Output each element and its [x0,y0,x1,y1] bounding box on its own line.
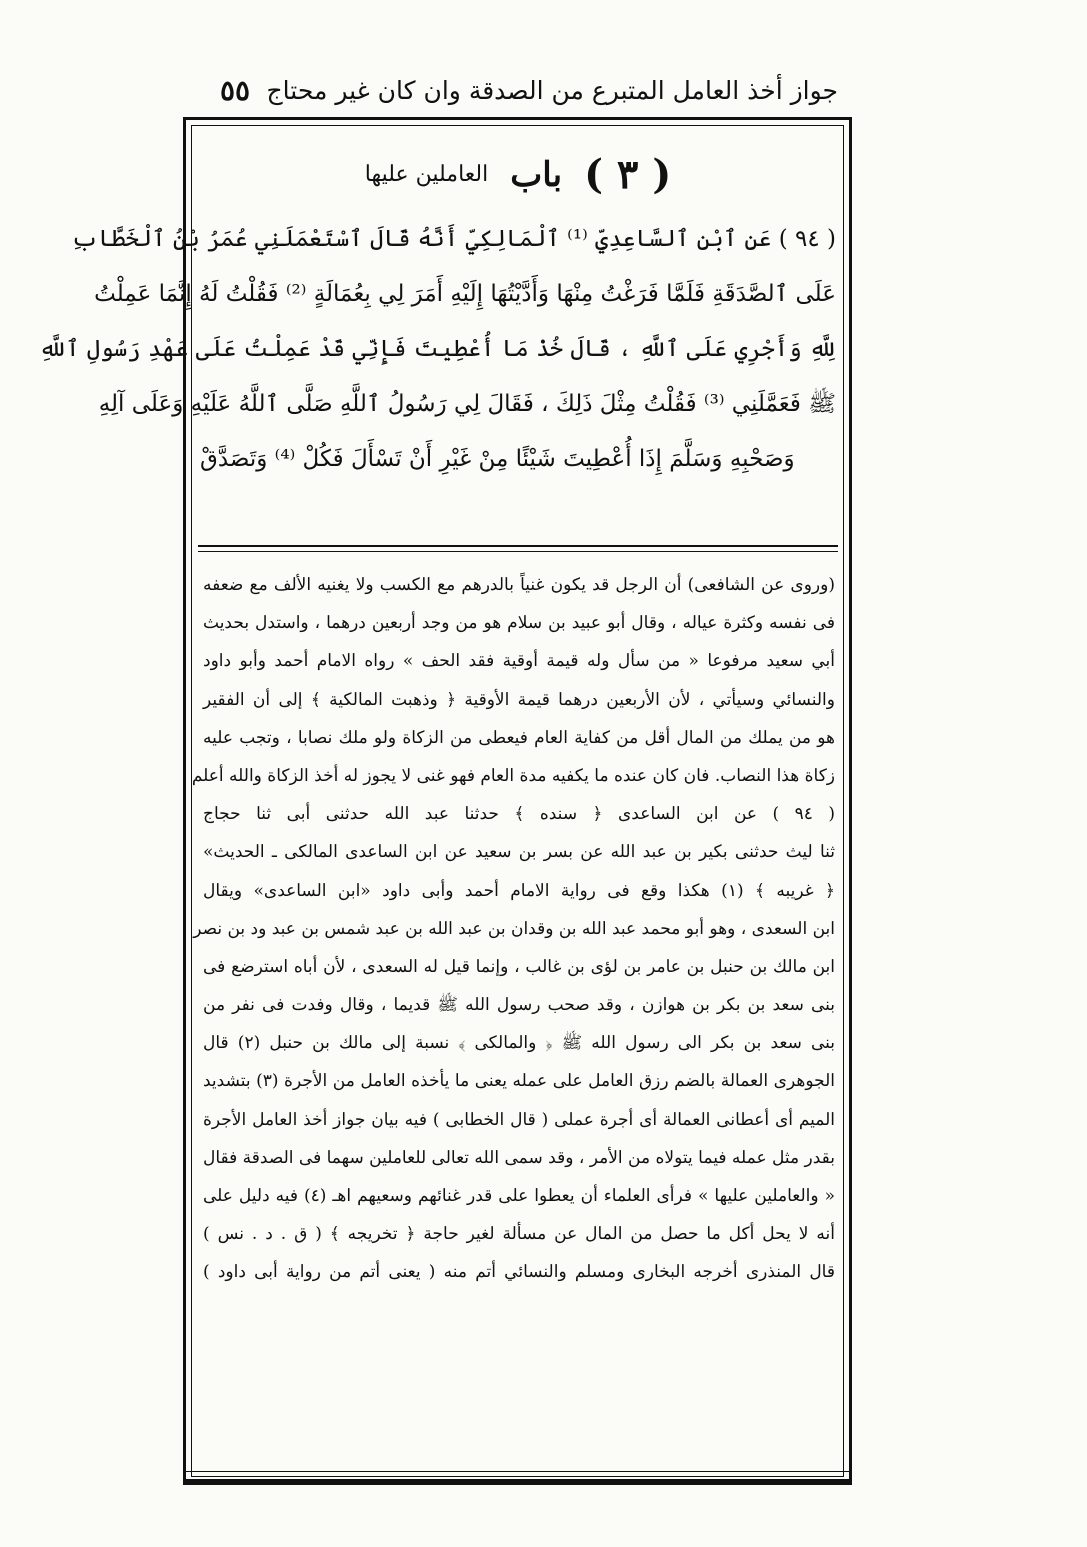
section-divider [198,545,838,547]
hadith-line: عَلَى ٱلصَّدَقَةِ فَلَمَّا فَرَغْتُ مِنْهَا وَأَدَّيْتُهَا إِلَيْهِ أَمَرَ لِي بِعُمَالَةٍ ⁽²⁾ فَقُلْتُ لَهُ إِنَّمَا عَمِلْتُ [94,281,836,307]
commentary-line: أنه لا يحل أكل ما حصل من المال عن مسألة لغير حاجة ﴿ تخريجه ﴾ ( ق . د . نس ) [203,1224,835,1245]
commentary-line: والنسائي وسيأتي ، لأن الأربعين درهما قيمة الأوقية ﴿ وذهبت المالكية ﴾ إلى أن الفقير [203,689,835,710]
page-header [190,72,850,120]
bottom-rule [183,1479,852,1482]
commentary-line: أبي سعيد مرفوعا « من سأل وله قيمة أوقية فقد الحف » رواه الامام أحمد وأبو داود [203,651,835,672]
chapter-title: العاملين عليها [364,162,489,187]
commentary-line: الجوهرى العمالة بالضم رزق العامل على عمله يعنى ما يأخذه العامل من الأجرة (٣) بتشديد [203,1071,835,1092]
commentary-line: ابن مالك بن حنبل بن عامر بن لؤى بن غالب ، وإنما قيل له السعدى ، لأن أباه استرضع فى [203,956,835,977]
commentary-line: بقدر مثل عمله فيما يتولاه من الأمر ، وقد سمى الله تعالى للعاملين سهما فى الصدقة فقال [203,1147,835,1168]
hadith-line: وَصَحْبِهِ وَسَلَّمَ إِذَا أُعْطِيتَ شَيْئًا مِنْ غَيْرِ أَنْ تَسْأَلَ فَكُلْ ⁽⁴⁾ وَتَصَدَّقْ [200,446,795,472]
commentary-line: ( ٩٤ ) عن ابن الساعدى ﴿ سنده ﴾ حدثنا عبد الله حدثنى أبى ثنا حجاج [203,804,835,825]
commentary-line: ابن السعدى ، وهو أبو محمد عبد الله بن وقدان بن عبد الله بن عبد شمس بن عبد ود بن نصر [193,918,835,939]
commentary-line: بنى سعد بن بكر بن هوازن ، وقد صحب رسول الله ﷺ قديما ، وقال وفدت فى نفر من [203,995,835,1016]
commentary-line: الميم أى أعطانى العمالة أى أجرة عملى ( قال الخطابى ) فيه بيان جواز أخذ العامل الأجرة [203,1109,835,1130]
page-number: ٥٥ [220,74,251,107]
commentary-text [191,566,835,1292]
commentary-line: بنى سعد بن بكر الى رسول الله ﷺ ﴿ والمالكى ﴾ نسبة إلى مالك بن حنبل (٢) قال [203,1033,835,1054]
commentary-line: ﴿ غريبه ﴾ (١) هكذا وقع فى رواية الامام أحمد وأبى داود «ابن الساعدى» ويقال [203,880,835,901]
hadith-line: ﷺ فَعَمَّلَنِي ⁽³⁾ فَقُلْتُ مِثْلَ ذَلِكَ ، فَقَالَ لِي رَسُولُ ٱللَّهِ صَلَّى ٱللَّهُ عَلَيْهِ وَعَلَى آلِهِ [98,391,836,417]
commentary-line: ثنا ليث حدثنى بكير بن عبد الله عن بسر بن سعيد عن ابن الساعدى المالكى ـ الحديث» [203,842,835,863]
commentary-line: زكاة هذا النصاب. فان كان عنده ما يكفيه مدة العام فهو غنى لا يجوز له أخذ الزكاة والله أعلم [191,765,835,786]
commentary-line: (وروى عن الشافعى) أن الرجل قد يكون غنياً بالدرهم مع الكسب ولا يغنيه الألف مع ضعفه [203,575,835,595]
hadith-line: ( ٩٤ ) عَنِ ٱبْنِ ٱلسَّاعِدِيِّ ⁽¹⁾ ٱلْمَالِكِيِّ أَنَّهُ قَالَ ٱسْتَعْمَلَنِي عُمَرُ بْنُ ٱلْخَطَّابِ [71,226,836,252]
chapter-number: ( ٣ ) [584,151,672,198]
commentary-line: « والعاملين عليها » فرأى العلماء أن يعطوا على قدر غنائهم وسعيهم اهـ (٤) فيه دليل على [203,1186,835,1206]
commentary-line: هو من يملك من المال أقل من كفاية العام فيعطى من الزكاة ولو ملك نصابا ، وتجب عليه [203,727,835,748]
running-title: جواز أخذ العامل المتبرع من الصدقة وان كان غير محتاج [266,76,838,105]
commentary-line: فى نفسه وكثرة عياله ، وقال أبو عبيد بن سلام هو من وجد أربعين درهما ، واستدل بحديث [203,613,835,634]
chapter-heading [190,150,846,200]
commentary-line: قال المنذرى أخرجه البخارى ومسلم والنسائي أتم منه ( يعنى أتم من رواية أبى داود ) [203,1262,835,1283]
hadith-text [39,212,836,487]
bottom-rule [183,1471,852,1472]
hadith-line: لِلَّهِ وَأَجْرِي عَلَى ٱللَّهِ ، قَالَ خُذْ مَا أُعْطِيتَ فَإِنِّي قَدْ عَمِلْتُ عَلَى عَهْدِ رَسُولِ ٱللَّهِ [39,336,836,362]
section-divider [198,551,838,552]
chapter-word: باب [510,155,563,195]
